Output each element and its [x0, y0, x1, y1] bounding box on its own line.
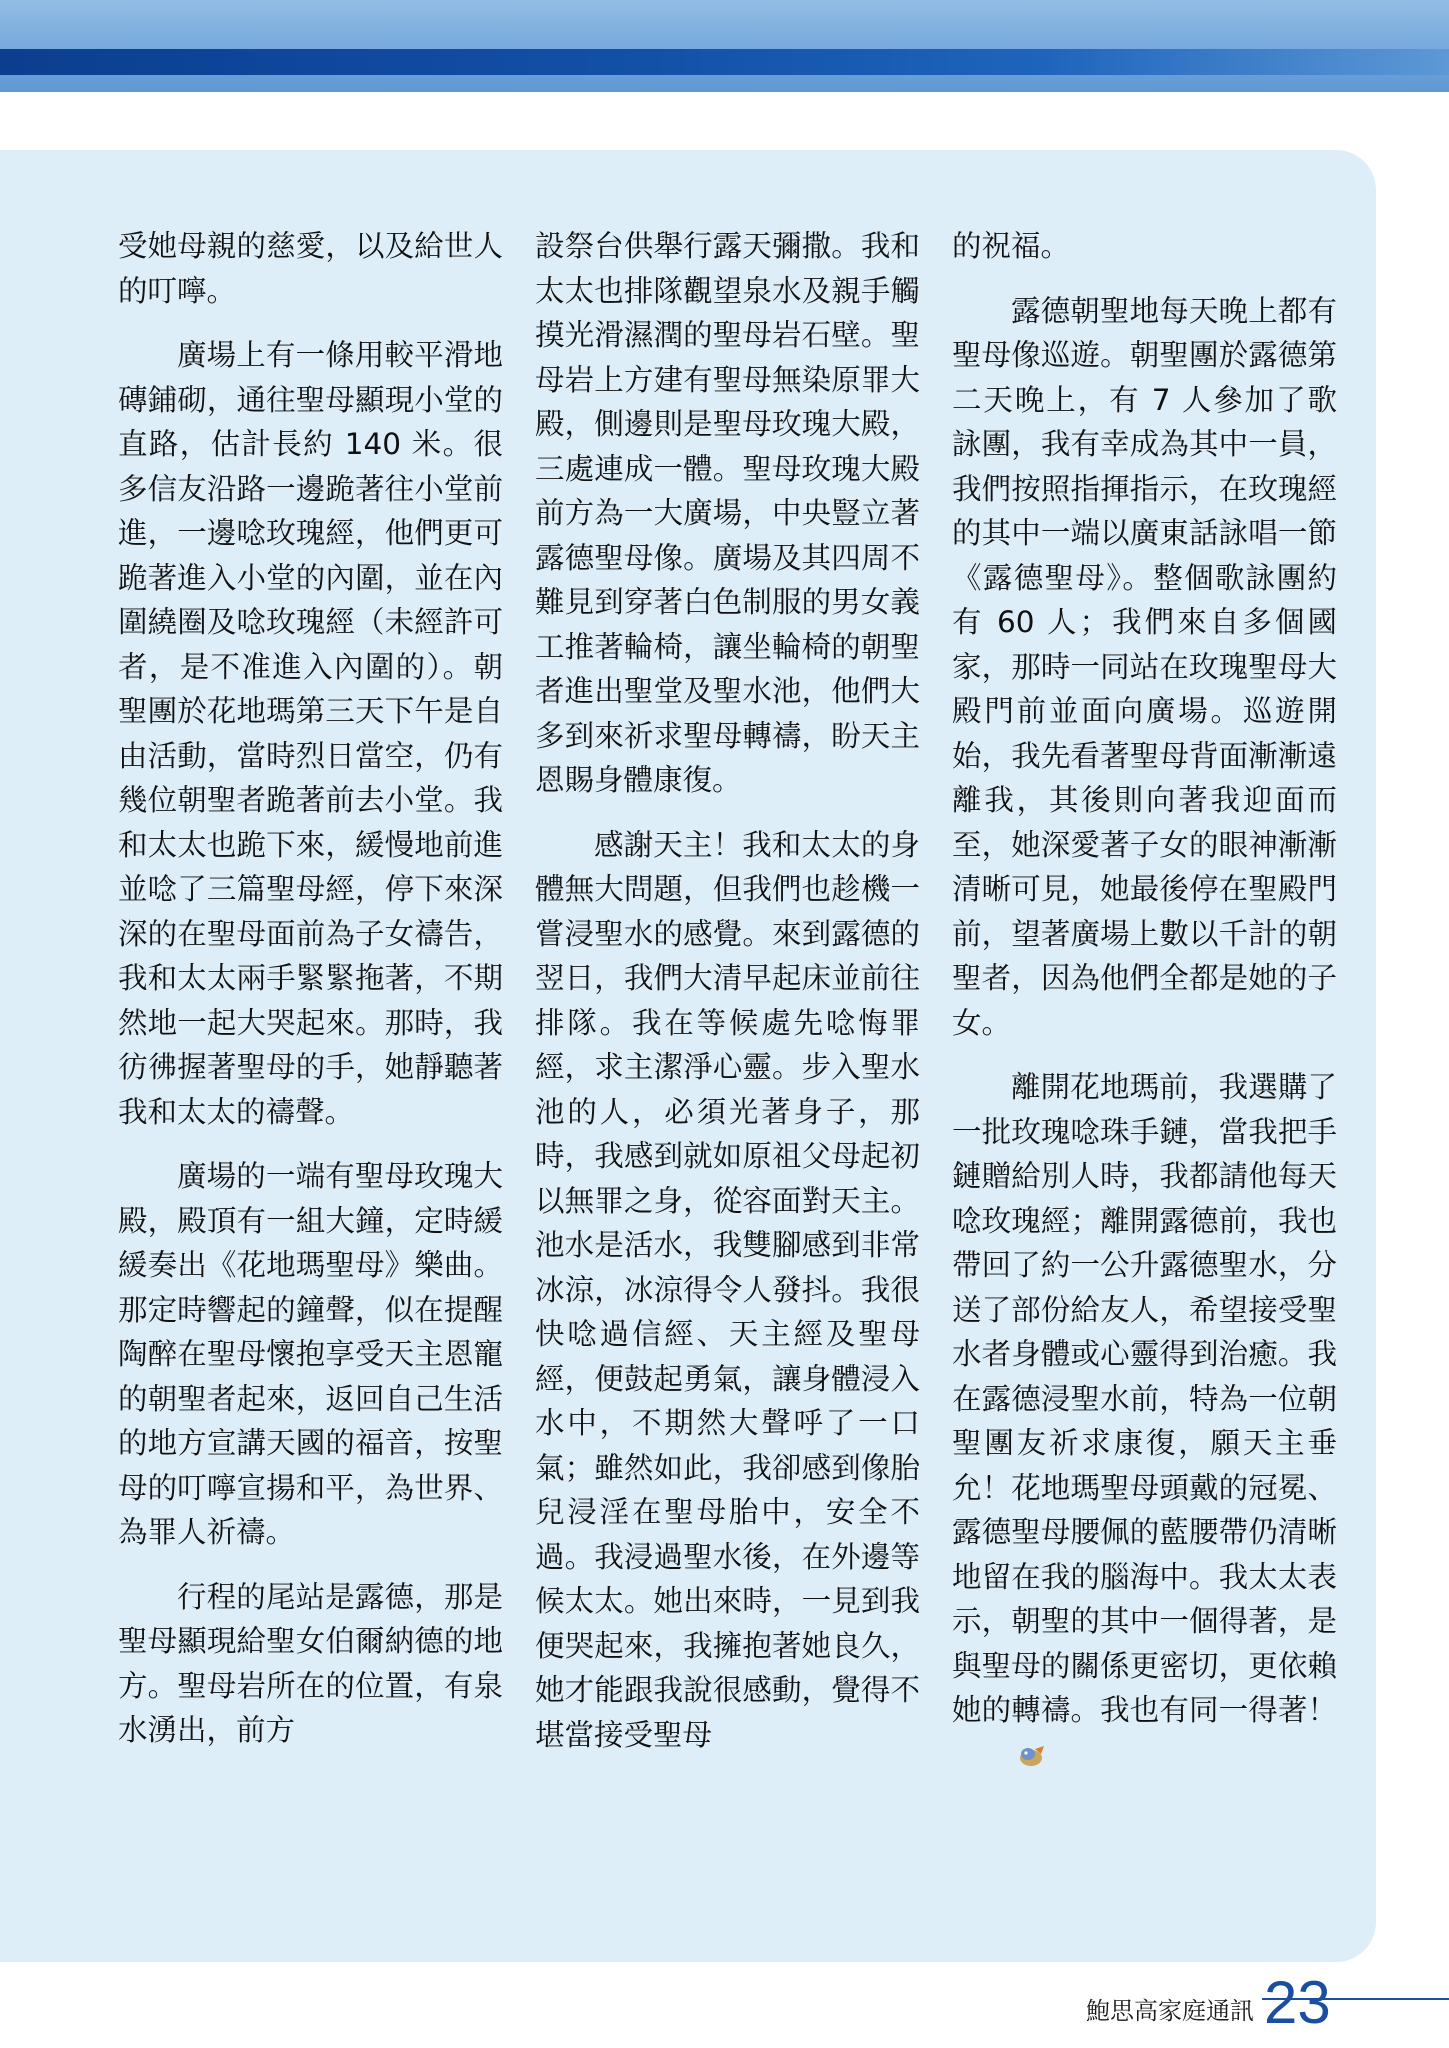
paragraph: 設祭台供舉行露天彌撒。我和太太也排隊觀望泉水及親手觸摸光滑濕潤的聖母岩石壁。聖母岩上方建有聖母無染原罪大殿，側邊則是聖母玫瑰大殿，三處連成一體。聖母玫瑰大殿前方為一大廣場，中央豎立著露德聖母像。廣場及其四周不難見到穿著白色制服的男女義工推著輪椅，讓坐輪椅的朝聖者進出聖堂及聖水池，他們大多到來祈求聖母轉禱，盼天主恩賜身體康復。 — [535, 229, 920, 797]
article-column-1 — [118, 224, 503, 1773]
end-mark-icon — [958, 1737, 988, 1763]
publication-name: 鮑思高家庭通訊 — [1086, 1997, 1254, 2025]
article-column-2 — [535, 224, 920, 1777]
paragraph-text: 離開花地瑪前，我選購了一批玫瑰唸珠手鏈，當我把手鏈贈給別人時，我都請他每天唸玫瑰經；離開露德前，我也帶回了約一公升露德聖水，分送了部份給友人，希望接受聖水者身體或心靈得到治癒。我在露德浸聖水前，特為一位朝聖團友祈求康復，願天主垂允！花地瑪聖母頭戴的冠冕、露德聖母腰佩的藍腰帶仍清晰地留在我的腦海中。我太太表示，朝聖的其中一個得著，是與聖母的關係更密切，更依賴她的轉禱。我也有同一得著！ — [952, 1070, 1337, 1727]
header-stripe — [0, 49, 1449, 75]
header-band — [0, 0, 1449, 92]
paragraph: 廣場上有一條用較平滑地磚鋪砌，通往聖母顯現小堂的直路，估計長約 140 米。很多信友沿路一邊跪著往小堂前進，一邊唸玫瑰經，他們更可跪著進入小堂的內圍，並在內圍繞圈及唸玫瑰經（未經許可者，是不准進入內圍的）。朝聖團於花地瑪第三天下午是自由活動，當時烈日當空，仍有幾位朝聖者跪著前去小堂。我和太太也跪下來，緩慢地前進並唸了三篇聖母經，停下來深深的在聖母面前為子女禱告，我和太太兩手緊緊拖著，不期然地一起大哭起來。那時，我彷彿握著聖母的手，她靜聽著我和太太的禱聲。 — [118, 338, 503, 1129]
paragraph: 露德朝聖地每天晚上都有聖母像巡遊。朝聖團於露德第二天晚上，有 7 人參加了歌詠團，我有幸成為其中一員，我們按照指揮指示，在玫瑰經的其中一端以廣東話詠唱一節《露德聖母》。整個歌詠團約有 60 人；我們來自多個國家，那時一同站在玫瑰聖母大殿門前並面向廣場。巡遊開始，我先看著聖母背面漸漸遠離我，其後則向著我迎面而至，她深愛著子女的眼神漸漸清晰可見，她最後停在聖殿門前，望著廣場上數以千計的朝聖者，因為他們全都是她的子女。 — [952, 293, 1337, 1040]
article-column-3 — [952, 224, 1337, 1797]
paragraph: 感謝天主！我和太太的身體無大問題，但我們也趁機一嘗浸聖水的感覺。來到露德的翌日，我們大清早起床並前往排隊。我在等候處先唸悔罪經，求主潔淨心靈。步入聖水池的人，必須光著身子，那時，我感到就如原祖父母起初以無罪之身，從容面對天主。池水是活水，我雙腳感到非常冰涼，冰涼得令人發抖。我很快唸過信經、天主經及聖母經，便鼓起勇氣，讓身體浸入水中，不期然大聲呼了一口氣；雖然如此，我卻感到像胎兒浸淫在聖母胎中，安全不過。我浸過聖水後，在外邊等候太太。她出來時，一見到我便哭起來，我擁抱著她良久，她才能跟我說很感動，覺得不堪當接受聖母 — [535, 827, 920, 1752]
page-number: 23 — [1264, 1969, 1331, 2036]
paragraph-final — [952, 1065, 1337, 1777]
paragraph: 受她母親的慈愛，以及給世人的叮嚀。 — [118, 229, 503, 308]
paragraph: 的祝福。 — [952, 229, 1071, 263]
paragraph: 廣場的一端有聖母玫瑰大殿，殿頂有一組大鐘，定時緩緩奏出《花地瑪聖母》樂曲。那定時響起的鐘聲，似在提醒陶醉在聖母懷抱享受天主恩寵的朝聖者起來，返回自己生活的地方宣講天國的福音，按聖母的叮嚀宣揚和平，為世界、為罪人祈禱。 — [118, 1159, 503, 1549]
paragraph: 行程的尾站是露德，那是聖母顯現給聖女伯爾納德的地方。聖母岩所在的位置，有泉水湧出，前方 — [118, 1579, 503, 1747]
